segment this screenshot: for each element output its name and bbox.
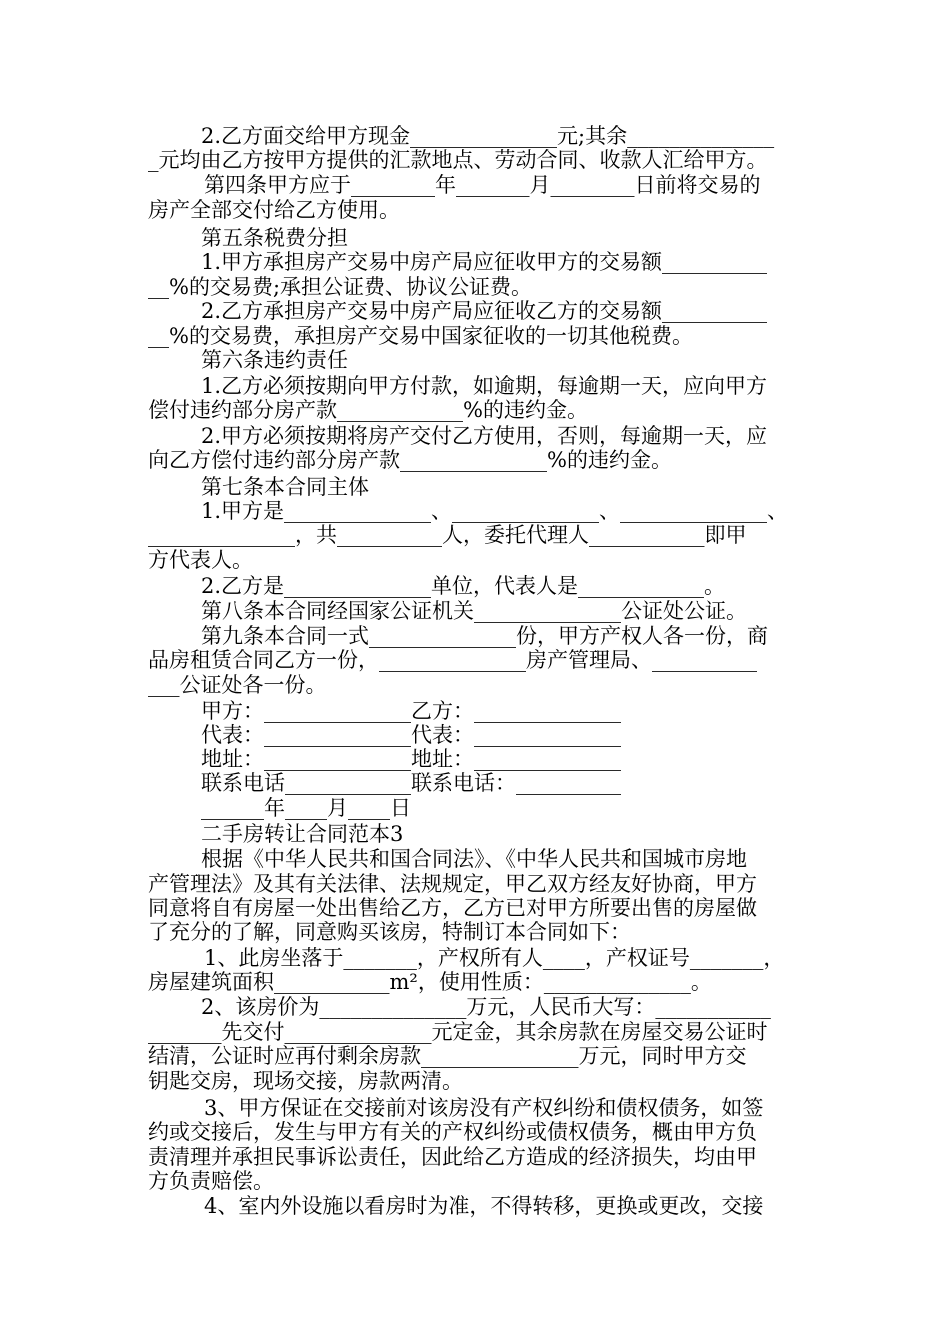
text-line: 结清，公证时应再付剩余房款_______________万元，同时甲方交	[148, 1044, 747, 1068]
text-line: 二手房转让合同范本3	[201, 822, 404, 846]
text-line: 同意将自有房屋一处出售给乙方，乙方已对甲方所要出售的房屋做	[148, 896, 757, 920]
text-line: __%的交易费;承担公证费、协议公证费。	[148, 275, 533, 299]
text-line: 方负责赔偿。	[148, 1169, 274, 1193]
text-line: 品房租赁合同乙方一份，______________房产管理局、__________	[148, 648, 757, 672]
text-line: ______________，共__________人，委托代理人___________即甲	[148, 523, 747, 547]
text-line: 2.甲方必须按期将房产交付乙方使用，否则，每逾期一天，应	[201, 424, 768, 448]
text-line: 联系电话____________联系电话：__________	[201, 771, 621, 795]
text-line: 根据《中华人民共和国合同法》、《中华人民共和国城市房地	[201, 847, 747, 871]
text-line: 代表：______________代表：______________	[201, 723, 621, 747]
text-line: _______先交付______________元定金，其余房款在房屋交易公证时	[148, 1020, 768, 1044]
text-line: 钥匙交房，现场交接，房款两清。	[148, 1069, 463, 1093]
text-line: 偿付违约部分房产款____________%的违约金。	[148, 398, 588, 422]
text-line: 2、该房价为______________万元，人民币大写：___________	[201, 995, 771, 1019]
text-line: 1、此房坐落于_______，产权所有人____，产权证号_______，	[204, 946, 785, 970]
text-line: _元均由乙方按甲方提供的汇款地点、劳动合同、收款人汇给甲方。	[148, 148, 768, 172]
text-line: 房屋建筑面积___________m²，使用性质：______________。	[148, 970, 712, 994]
text-line: 1.甲方承担房产交易中房产局应征收甲方的交易额__________	[201, 250, 768, 274]
text-line: 地址：______________地址：______________	[201, 747, 621, 771]
text-line: 责清理并承担民事诉讼责任，因此给乙方造成的经济损失，均由甲	[148, 1145, 757, 1169]
text-line: 约或交接后，发生与甲方有关的产权纠纷或债权债务，概由甲方负	[148, 1120, 757, 1144]
text-line: 第九条本合同一式______________份，甲方产权人各一份，商	[201, 624, 768, 648]
text-line: 第五条税费分担	[201, 226, 348, 250]
text-line: 2.乙方面交给甲方现金______________元;其余______________	[201, 124, 775, 148]
text-line: 第八条本合同经国家公证机关______________公证处公证。	[201, 599, 747, 623]
text-line: 方代表人。	[148, 548, 253, 572]
text-line: 1.乙方必须按期向甲方付款，如逾期，每逾期一天，应向甲方	[201, 374, 768, 398]
text-line: 3、甲方保证在交接前对该房没有产权纠纷和债权债务，如签	[204, 1096, 764, 1120]
text-line: 产管理法》及其有关法律、法规规定，甲乙双方经友好协商，甲方	[148, 872, 757, 896]
text-line: 2.乙方承担房产交易中房产局应征收乙方的交易额__________	[201, 299, 768, 323]
text-line: 向乙方偿付违约部分房产款______________%的违约金。	[148, 448, 672, 472]
text-line: ___公证处各一份。	[148, 673, 327, 697]
text-line: __%的交易费，承担房产交易中国家征收的一切其他税费。	[148, 324, 693, 348]
text-line: 了充分的了解，同意购买该房，特制订本合同如下：	[148, 920, 631, 944]
text-line: 房产全部交付给乙方使用。	[148, 198, 400, 222]
text-line: 甲方：______________乙方：______________	[201, 699, 621, 723]
text-line: ______年____月____日	[201, 796, 411, 820]
text-line: 第六条违约责任	[201, 348, 348, 372]
text-line: 第四条甲方应于________年_______月________日前将交易的	[204, 173, 761, 197]
text-line: 第七条本合同主体	[201, 475, 369, 499]
text-line: 4、室内外设施以看房时为准，不得转移，更换或更改，交接	[204, 1194, 764, 1218]
text-line: 2.乙方是______________单位，代表人是____________。	[201, 574, 726, 598]
text-line: 1.甲方是______________、______________、______________、	[201, 499, 789, 523]
